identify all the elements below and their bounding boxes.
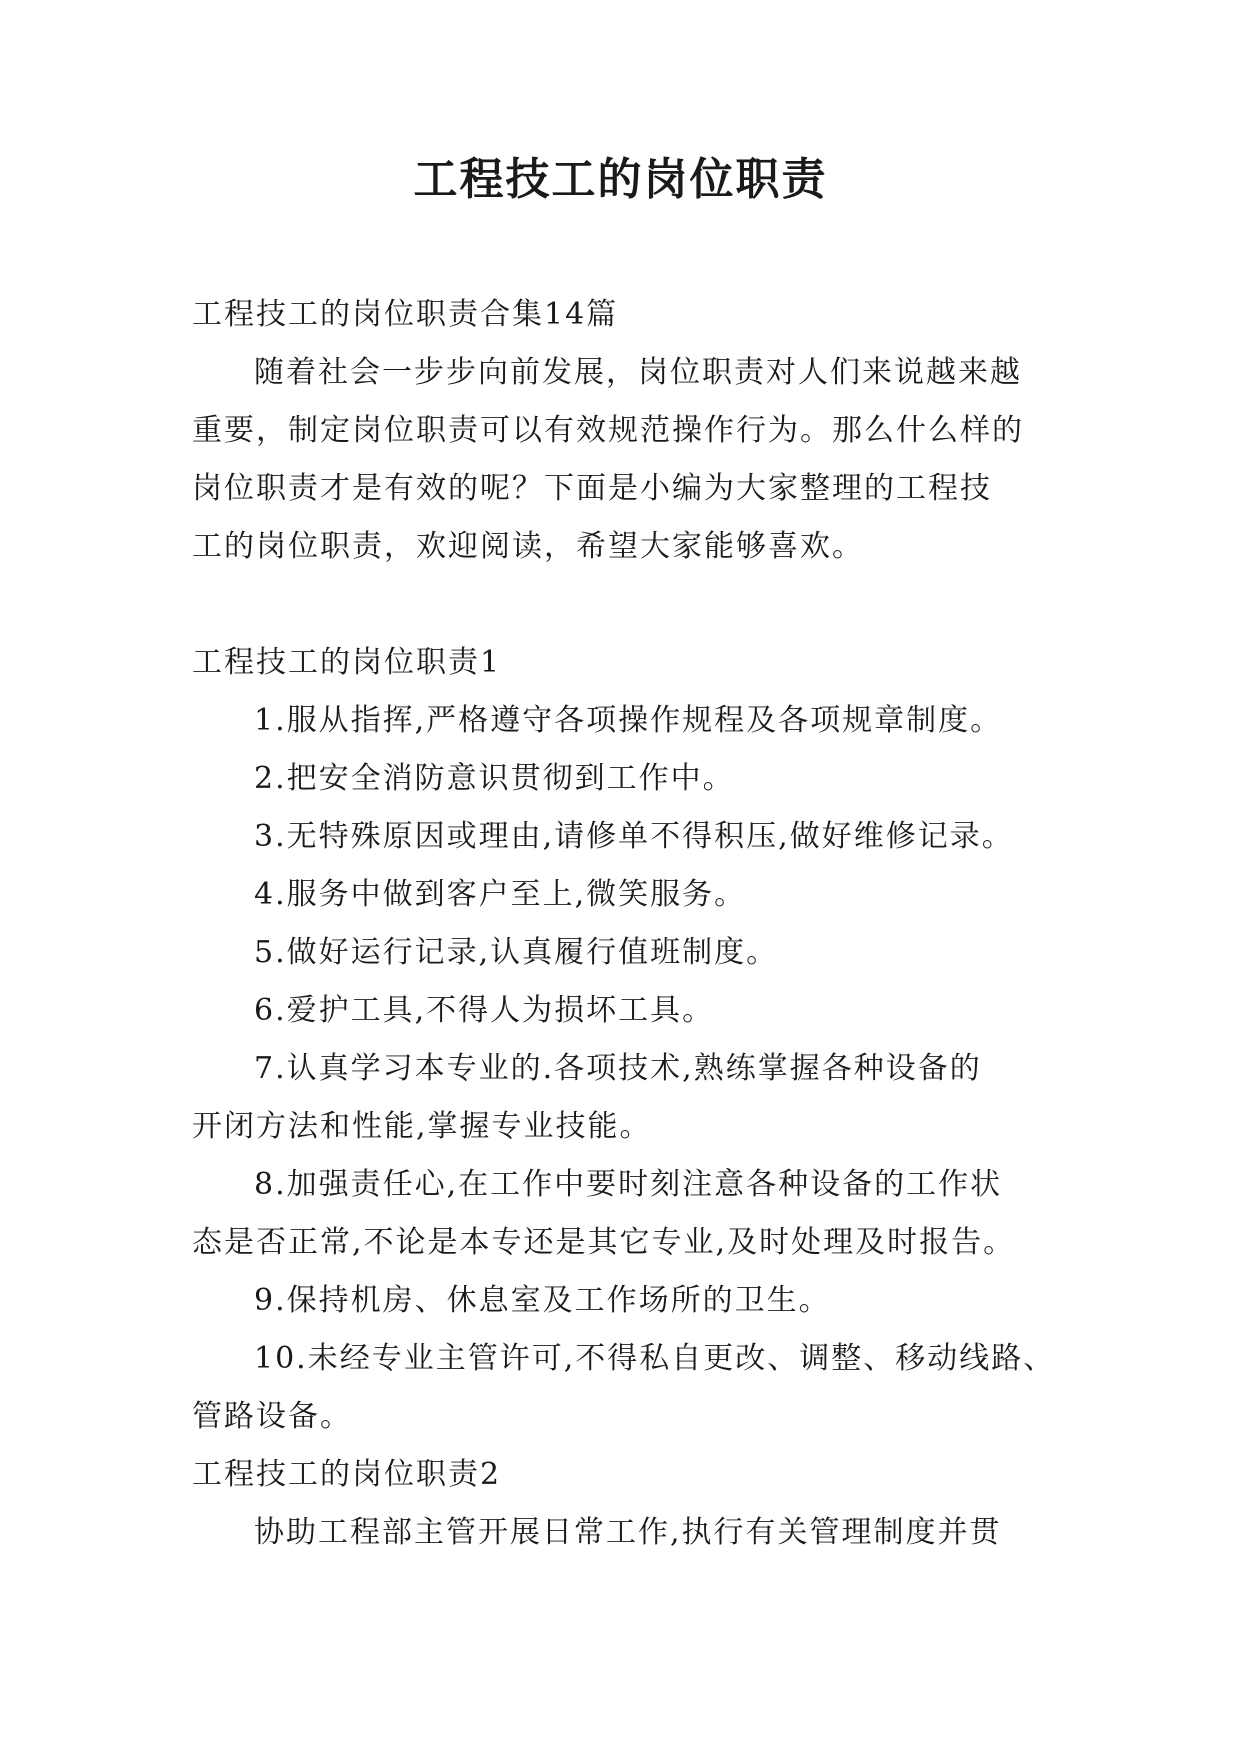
section-heading-2: 工程技工的岗位职责2	[192, 1457, 502, 1492]
list-item: 6.爱护工具,不得人为损坏工具。	[254, 993, 715, 1028]
list-item: 7.认真学习本专业的.各项技术,熟练掌握各种设备的	[254, 1051, 982, 1086]
intro-line: 工的岗位职责，欢迎阅读，希望大家能够喜欢。	[192, 529, 864, 564]
paragraph-line: 协助工程部主管开展日常工作,执行有关管理制度并贯	[254, 1515, 1002, 1550]
list-item: 5.做好运行记录,认真履行值班制度。	[254, 935, 779, 970]
list-item: 8.加强责任心,在工作中要时刻注意各种设备的工作状	[254, 1167, 1003, 1202]
document-subtitle: 工程技工的岗位职责合集14篇	[192, 297, 619, 332]
intro-line: 重要，制定岗位职责可以有效规范操作行为。那么什么样的	[192, 413, 1024, 448]
list-item-continuation: 管路设备。	[192, 1399, 352, 1434]
list-item: 3.无特殊原因或理由,请修单不得积压,做好维修记录。	[254, 819, 1014, 854]
list-item: 4.服务中做到客户至上,微笑服务。	[254, 877, 747, 912]
section-heading-1: 工程技工的岗位职责1	[192, 645, 502, 680]
list-item: 9.保持机房、休息室及工作场所的卫生。	[254, 1283, 831, 1318]
list-item: 10.未经专业主管许可,不得私自更改、调整、移动线路、	[254, 1341, 1056, 1376]
list-item: 2.把安全消防意识贯彻到工作中。	[254, 761, 735, 796]
list-item-continuation: 态是否正常,不论是本专还是其它专业,及时处理及时报告。	[192, 1225, 1016, 1260]
intro-line: 岗位职责才是有效的呢？下面是小编为大家整理的工程技	[192, 471, 992, 506]
list-item-continuation: 开闭方法和性能,掌握专业技能。	[192, 1109, 652, 1144]
page-title: 工程技工的岗位职责	[413, 154, 828, 205]
intro-line: 随着社会一步步向前发展，岗位职责对人们来说越来越	[254, 355, 1022, 390]
list-item: 1.服从指挥,严格遵守各项操作规程及各项规章制度。	[254, 703, 1003, 738]
